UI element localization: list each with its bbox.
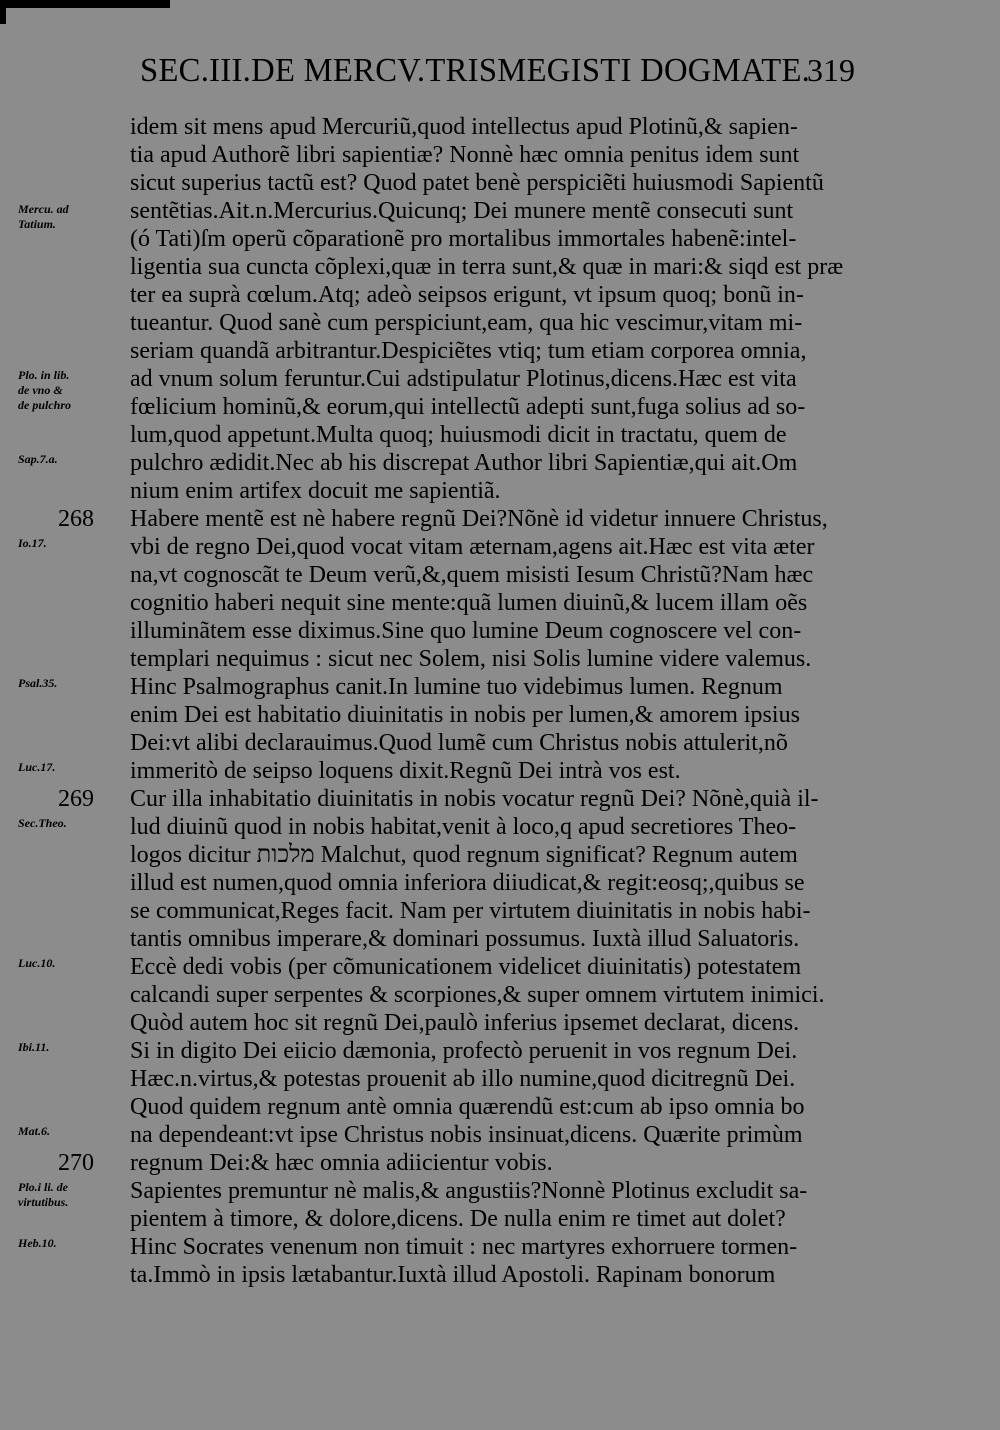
text-line: se communicat,Reges facit. Nam per virtutem diuinitatis in nobis habi- [130, 898, 811, 924]
text-line: sentẽtias.Ait.n.Mercurius.Quicunq; Dei munere mentẽ consecuti sunt [130, 198, 794, 224]
margin-note [18, 760, 118, 775]
margin-note-line: Sec.Theo. [18, 816, 67, 830]
text-line: immeritò de seipso loquens dixit.Regnũ Dei intrà vos est. [130, 758, 681, 784]
text-line: Quòd autem hoc sit regnũ Dei,paulò inferius ipsemet declarat, dicens. [130, 1010, 800, 1036]
text-line: tia apud Authorẽ libri sapientiæ? Nonnè hæc omnia penitus idem sunt [130, 142, 800, 168]
margin-note-line: Psal.35. [18, 676, 58, 690]
text-line: lud diuinũ quod in nobis habitat,venit à loco,q apud secretiores Theo- [130, 814, 797, 840]
text-line: Hæc.n.virtus,& potestas prouenit ab illo numine,quod dicitregnũ Dei. [130, 1066, 796, 1092]
margin-note [18, 452, 118, 467]
margin-note-line: Sap.7.a. [18, 452, 58, 466]
text-line: ta.Immò in ipsis lætabantur.Iuxtà illud Apostoli. Rapinam bonorum [130, 1262, 776, 1288]
text-line: logos dicitur מלכות Malchut, quod regnum significat? Regnum autem [130, 842, 798, 868]
text-line: Si in digito Dei eiicio dæmonia, profectò peruenit in vos regnum Dei. [130, 1038, 798, 1064]
text-line: enim Dei est habitatio diuinitatis in nobis per lumen,& amorem ipsius [130, 702, 800, 728]
text-line: Sapientes premuntur nè malis,& angustiis?Nonnè Plotinus excludit sa- [130, 1178, 808, 1204]
text-line: Hinc Psalmographus canit.In lumine tuo videbimus lumen. Regnum [130, 674, 783, 700]
text-line: vbi de regno Dei,quod vocat vitam æternam,agens ait.Hæc est vita æter [130, 534, 815, 560]
text-line: nium enim artifex docuit me sapientiã. [130, 478, 501, 504]
text-line: Habere mentẽ est nè habere regnũ Dei?Nõnè id videtur innuere Christus, [130, 506, 828, 532]
margin-note [18, 368, 118, 413]
margin-note-line: Tatium. [18, 217, 56, 231]
margin-note [18, 1236, 118, 1251]
margin-note [18, 536, 118, 551]
text-line: regnum Dei:& hæc omnia adiicientur vobis. [130, 1150, 553, 1176]
margin-note-line: virtutibus. [18, 1195, 69, 1209]
margin-note-line: Plo. in lib. [18, 368, 70, 382]
text-line: ligentia sua cuncta cõplexi,quæ in terra sunt,& quæ in mari:& siqd est præ [130, 254, 844, 280]
margin-note-line: Luc.17. [18, 760, 56, 774]
running-header [140, 52, 855, 96]
text-line: na,vt cognoscãt te Deum verũ,&,quem misisti Iesum Christũ?Nam hæc [130, 562, 814, 588]
text-line: illuminãtem esse diximus.Sine quo lumine Deum cognoscere vel con- [130, 618, 802, 644]
text-line: Quod quidem regnum antè omnia quærendũ est:cum ab ipso omnia bo [130, 1094, 805, 1120]
running-title: SEC.III.DE MERCV.TRISMEGISTI DOGMATE. [140, 52, 811, 89]
margin-note [18, 1180, 118, 1210]
margin-note-line: Luc.10. [18, 956, 56, 970]
margin-note-line: de vno & [18, 383, 63, 397]
margin-note [18, 202, 118, 232]
text-line: seriam quandã arbitrantur.Despiciẽtes vtiq; tum etiam corporea omnia, [130, 338, 807, 364]
text-line: ter ea suprà cœlum.Atq; adeò seipsos erigunt, vt ipsum quoq; bonũ in- [130, 282, 804, 308]
text-line: cognitio haberi nequit sine mente:quã lumen diuinũ,& lucem illam oẽs [130, 590, 808, 616]
text-line: pientem à timore, & dolore,dicens. De nulla enim re timet aut dolet? [130, 1206, 786, 1232]
text-line: illud est numen,quod omnia inferiora diiudicat,& regit:eosq;,quibus se [130, 870, 805, 896]
text-line: Cur illa inhabitatio diuinitatis in nobis vocatur regnũ Dei? Nõnè,quià il- [130, 786, 819, 812]
margin-note-line: Io.17. [18, 536, 47, 550]
text-line: ad vnum solum feruntur.Cui adstipulatur Plotinus,dicens.Hæc est vita [130, 366, 797, 392]
section-number: 270 [58, 1150, 94, 1176]
text-line: Hinc Socrates venenum non timuit : nec martyres exhorruere tormen- [130, 1234, 798, 1260]
margin-note-line: Ibi.11. [18, 1040, 50, 1054]
margin-note-line: Mat.6. [18, 1124, 51, 1138]
text-line: tantis omnibus imperare,& dominari possumus. Iuxtà illud Saluatoris. [130, 926, 800, 952]
margin-note-line: Plo.i li. de [18, 1180, 68, 1194]
margin-note-line: Heb.10. [18, 1236, 57, 1250]
text-line: sicut superius tactũ est? Quod patet benè perspiciẽti huiusmodi Sapientũ [130, 170, 824, 196]
page-number: 319 [807, 52, 855, 88]
margin-note [18, 816, 118, 831]
text-line: calcandi super serpentes & scorpiones,& super omnem virtutem inimici. [130, 982, 825, 1008]
margin-note [18, 956, 118, 971]
margin-note-line: Mercu. ad [18, 202, 69, 216]
text-line: tueantur. Quod sanè cum perspiciunt,eam, qua hic vescimur,vitam mi- [130, 310, 803, 336]
section-number: 268 [58, 506, 94, 532]
margin-note [18, 1124, 118, 1139]
text-line: fœlicium hominũ,& eorum,qui intellectũ adepti sunt,fuga solius ad so- [130, 394, 806, 420]
text-line: lum,quod appetunt.Multa quoq; huiusmodi dicit in tractatu, quem de [130, 422, 787, 448]
text-line: templari nequimus : sicut nec Solem, nisi Solis lumine videre valemus. [130, 646, 812, 672]
text-line: na dependeant:vt ipse Christus nobis insinuat,dicens. Quærite primùm [130, 1122, 803, 1148]
section-number: 269 [58, 786, 94, 812]
text-line: pulchro ædidit.Nec ab his discrepat Author libri Sapientiæ,qui ait.Om [130, 450, 798, 476]
margin-note-line: de pulchro [18, 398, 72, 412]
margin-note [18, 676, 118, 691]
margin-note [18, 1040, 118, 1055]
text-line: Eccè dedi vobis (per cõmunicationem videlicet diuinitatis) potestatem [130, 954, 802, 980]
scan-edge-artifact [0, 0, 170, 8]
text-line: (ó Tati)ſm operũ cõparationẽ pro mortalibus immortales habenẽ:intel- [130, 226, 797, 252]
scan-edge-artifact [0, 0, 6, 24]
text-line: idem sit mens apud Mercuriũ,quod intellectus apud Plotinũ,& sapien- [130, 114, 798, 140]
text-line: Dei:vt alibi declarauimus.Quod lumẽ cum Christus nobis attulerit,nõ [130, 730, 788, 756]
